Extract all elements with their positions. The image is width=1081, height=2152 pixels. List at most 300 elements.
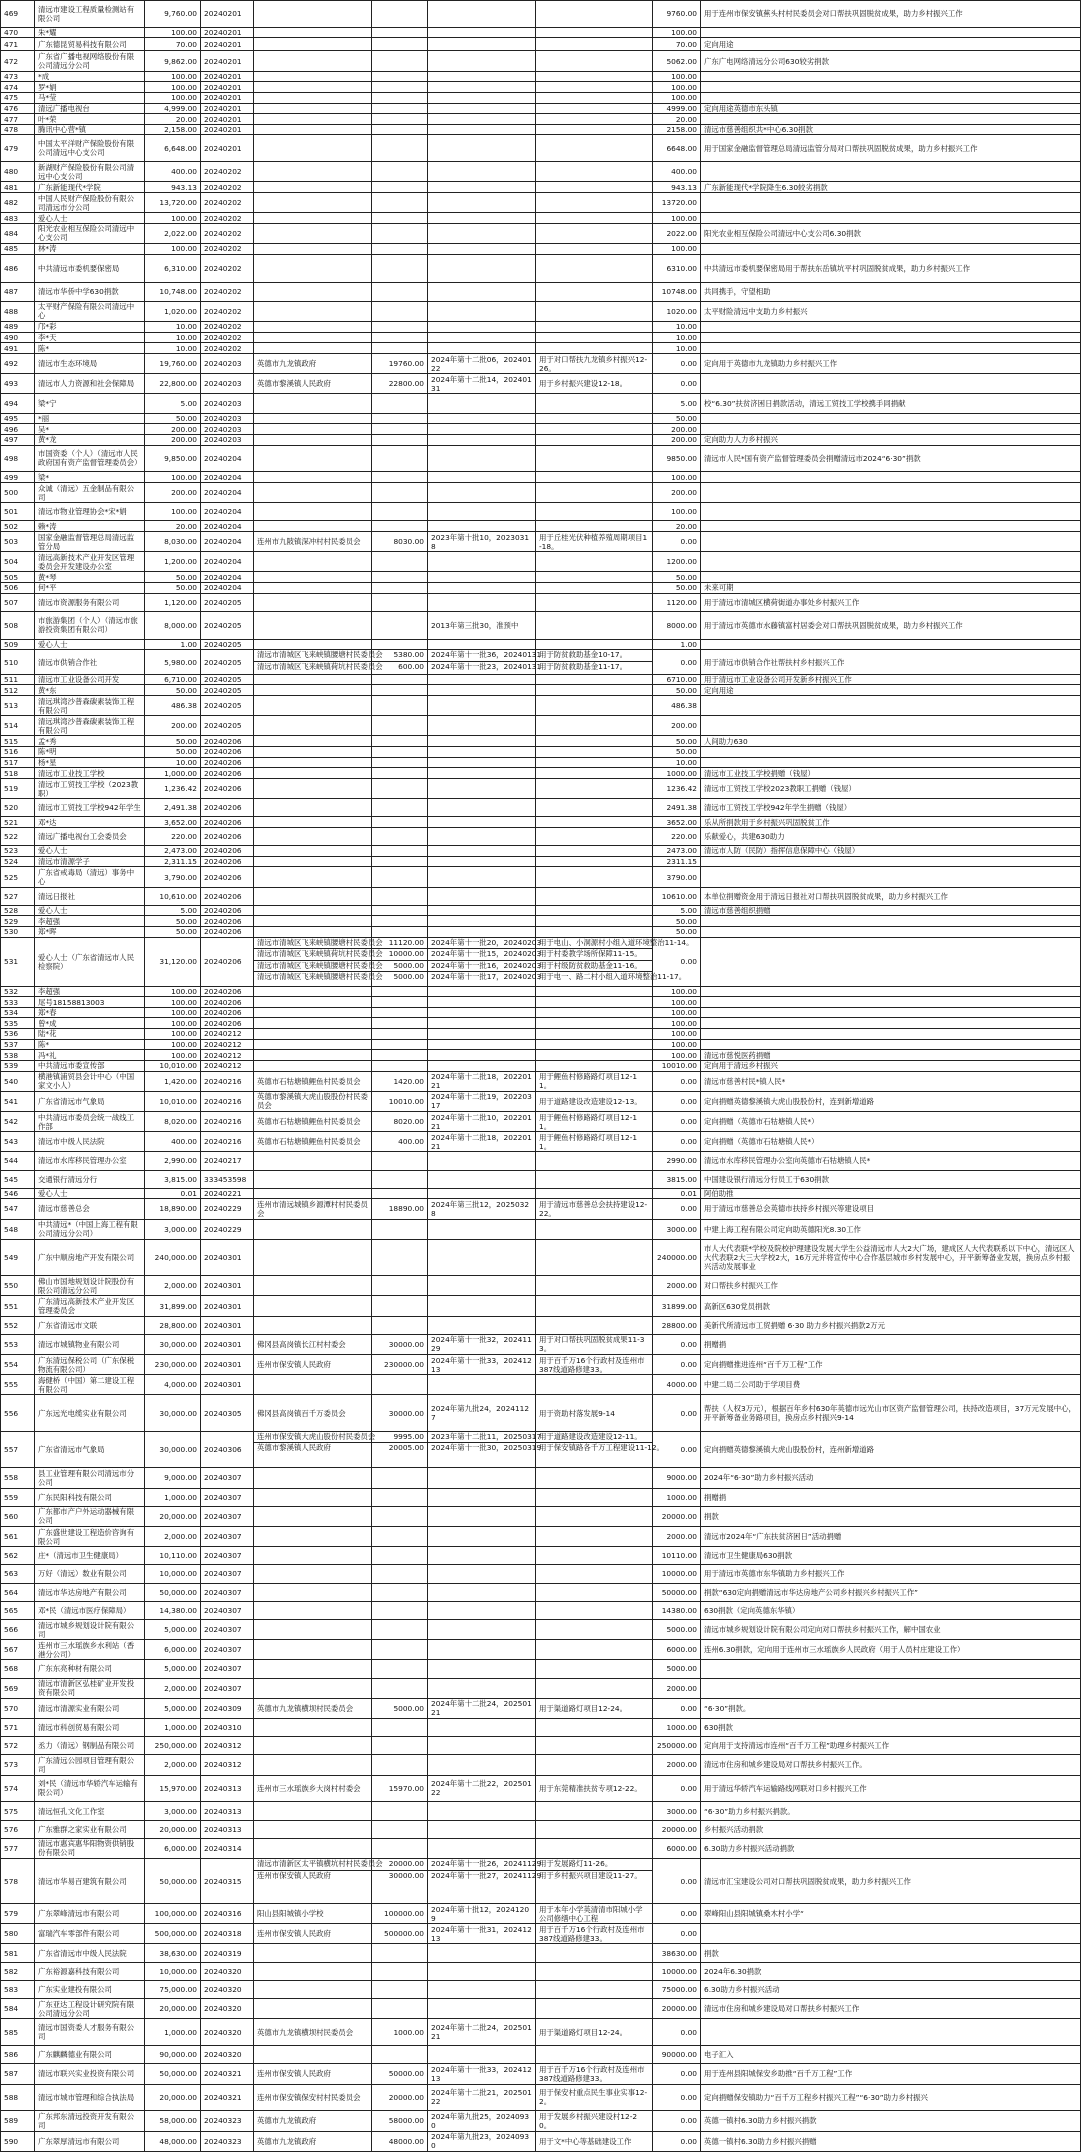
fund-usage-cell [536,1640,653,1660]
allocated-amount-cell [372,685,428,696]
balance-cell: 2022.00 [653,223,701,243]
table-row [1,254,1081,282]
donation-date-cell: 20240301 [201,1296,254,1316]
row-number-cell: 560 [1,1506,35,1526]
donation-amount-cell: 2,311.15 [145,856,201,867]
donation-amount-cell: 58,000.00 [145,2111,201,2131]
allocation-batch-cell [428,1962,536,1980]
allocated-amount-cell [372,162,428,182]
balance-cell: 5.00 [653,394,701,413]
donor-name-cell: 清远市华侨中学630捐款 [35,282,145,301]
balance-cell: 240000.00 [653,1239,701,1275]
table-row [1,997,1081,1008]
recipient-project-cell [254,332,372,343]
fund-usage-cell [536,1601,653,1619]
donation-date-cell: 20240202 [201,343,254,354]
allocated-amount-line: 20005.00 [388,1443,424,1453]
table-row [1,114,1081,125]
allocation-batch-cell [428,1640,536,1660]
row-number-cell: 566 [1,1619,35,1639]
balance-cell: 50.00 [653,916,701,927]
donation-date-cell: 20240306 [201,1431,254,1467]
donation-amount-cell: 100.00 [145,27,201,38]
fund-usage-cell [536,1468,653,1488]
donation-date-cell: 20240206 [201,905,254,916]
allocation-batch-cell: 2024年第十一批33，20241213 [428,2064,536,2084]
remark-cell [701,521,1081,532]
donation-amount-cell: 100.00 [145,986,201,997]
fund-usage-cell [536,332,653,343]
donor-name-cell: 爱心人士 [35,213,145,224]
row-number-cell: 545 [1,1170,35,1188]
donation-date-cell: 20240204 [201,531,254,551]
donation-date-cell: 20240203 [201,374,254,394]
table-row [1,736,1081,747]
recipient-project-cell [254,572,372,583]
allocated-amount-cell [372,1565,428,1583]
recipient-project-cell [254,736,372,747]
fund-usage-cell [536,244,653,255]
allocation-batch-cell [428,82,536,93]
fund-usage-cell: 用于东莞精准扶贫专项12-22。 [536,1775,653,1802]
donor-name-cell: 陈*明 [35,747,145,758]
balance-cell: 6000.00 [653,1640,701,1660]
donation-amount-cell: 9,000.00 [145,1468,201,1488]
donation-date-cell: 20240312 [201,1737,254,1755]
allocated-amount-cell [372,38,428,51]
donor-name-cell: 丞力（清远）钢制品有限公司 [35,1737,145,1755]
donation-amount-cell: 1,200.00 [145,552,201,572]
donation-date-cell: 20240323 [201,2131,254,2151]
allocation-batch-cell [428,1755,536,1775]
balance-cell: 3000.00 [653,1802,701,1820]
donation-date-cell: 20240216 [201,1091,254,1111]
row-number-cell: 506 [1,582,35,593]
donation-amount-cell: 10.00 [145,343,201,354]
recipient-project-cell: 英德市九龙镇政府 [254,2131,372,2151]
table-row [1,716,1081,736]
allocation-batch-cell [428,1152,536,1170]
donor-name-cell: 朱*耀 [35,27,145,38]
balance-cell: 2311.15 [653,856,701,867]
donation-date-cell: 20240202 [201,282,254,301]
row-number-cell: 580 [1,1924,35,1944]
table-row [1,193,1081,213]
row-number-cell: 509 [1,639,35,650]
donation-amount-cell: 50.00 [145,413,201,424]
allocation-batch-cell [428,747,536,758]
allocation-batch-cell [428,1,536,28]
fund-usage-cell [536,82,653,93]
donor-name-cell: 爱心人士 [35,846,145,857]
balance-cell: 2000.00 [653,1276,701,1296]
table-row [1,2046,1081,2064]
allocated-amount-cell [372,1737,428,1755]
allocated-amount-cell [372,1188,428,1199]
remark-cell: 乐从所捐款用于乡村振兴巩固脱贫工作 [701,817,1081,828]
remark-cell: 本单位捐赠资金用于清远日报社对口帮扶巩固脱贫成果，助力乡村振兴工作 [701,887,1081,905]
table-row [1,1219,1081,1239]
donation-date-cell: 20240307 [201,1660,254,1678]
row-number-cell: 588 [1,2084,35,2111]
balance-cell: 100.00 [653,213,701,224]
recipient-project-cell [254,282,372,301]
allocation-batch-cell [428,51,536,71]
recipient-project-cell [254,1239,372,1275]
table-row [1,27,1081,38]
table-row [1,223,1081,243]
balance-cell: 400.00 [653,162,701,182]
row-number-cell: 493 [1,374,35,394]
donor-name-cell: 广东德昆贸易科技有限公司 [35,38,145,51]
balance-cell: 2000.00 [653,1678,701,1698]
allocated-amount-cell [372,434,428,445]
row-number-cell: 587 [1,2064,35,2084]
fund-usage-cell [536,887,653,905]
donor-name-cell: 清远市供销合作社 [35,650,145,674]
table-row [1,827,1081,845]
remark-cell [701,213,1081,224]
donor-name-cell: 刘*民（清远市华轿汽车运输有限公司） [35,1775,145,1802]
fund-usage-cell [536,1,653,28]
table-row [1,213,1081,224]
fund-usage-cell [536,1838,653,1858]
donor-name-cell: 国家金融监督管理总局清远监管分局 [35,531,145,551]
donation-amount-cell: 48,000.00 [145,2131,201,2151]
row-number-cell: 570 [1,1698,35,1718]
donation-amount-cell: 10,748.00 [145,282,201,301]
fund-usage-cell [536,322,653,333]
balance-cell: 0.00 [653,1355,701,1375]
donation-amount-cell: 200.00 [145,716,201,736]
row-number-cell: 482 [1,193,35,213]
allocated-amount-cell [372,322,428,333]
donation-date-cell: 20240206 [201,778,254,798]
donation-date-cell: 20240203 [201,424,254,435]
allocation-batch-cell [428,223,536,243]
remark-cell [701,747,1081,758]
donation-date-cell: 20240307 [201,1468,254,1488]
fund-usage-cell [536,1375,653,1395]
donation-amount-cell: 20,000.00 [145,1820,201,1838]
table-row [1,986,1081,997]
fund-usage-cell: 用于保安村重点民生事业实事12-2。 [536,2084,653,2111]
donation-amount-cell: 1,000.00 [145,1488,201,1506]
recipient-project-cell [254,1219,372,1239]
row-number-cell: 555 [1,1375,35,1395]
recipient-project-cell [254,1431,376,1467]
recipient-project-cell: 连州市清远城镇乡源潭村村民委员会 [254,1199,372,1219]
allocation-batch-cell [428,846,536,857]
donation-amount-cell: 50.00 [145,572,201,583]
fund-usage-cell [536,611,653,639]
balance-cell: 0.00 [653,1431,701,1467]
remark-cell: 清远市慈善村民*镇人民* [701,1071,1081,1091]
fund-usage-cell [536,778,653,798]
table-row [1,1375,1081,1395]
fund-usage-cell [536,1239,653,1275]
donation-date-cell: 20240205 [201,593,254,611]
allocated-amount-cell [372,282,428,301]
donor-name-cell: 清远恒孔文化工作室 [35,1802,145,1820]
remark-cell: 人间助力630 [701,736,1081,747]
balance-cell: 50000.00 [653,1583,701,1601]
table-row [1,71,1081,82]
allocation-batch-cell [428,1601,536,1619]
table-row [1,856,1081,867]
fund-usage-cell [536,817,653,828]
allocation-batch-cell [428,827,536,845]
fund-usage-cell [536,827,653,845]
remark-cell: 2024年“6·30”助力乡村振兴活动 [701,1468,1081,1488]
balance-cell: 0.00 [653,1111,701,1131]
row-number-cell: 530 [1,927,35,938]
donation-date-cell: 20240201 [201,114,254,125]
allocation-batch-cell [428,182,536,193]
table-row [1,1924,1081,1944]
allocation-batch-cell [428,674,536,685]
donation-date-cell: 20240313 [201,1820,254,1838]
row-number-cell: 569 [1,1678,35,1698]
recipient-project-cell [254,434,372,445]
fund-usage-cell [536,223,653,243]
allocated-amount-line: 20000.00 [372,1859,427,1871]
table-row [1,2019,1081,2046]
remark-cell: 定向捐赠英德黎溪镇大虎山股股份村，连州新增道路 [701,1431,1081,1467]
allocation-batch-cell [428,986,536,997]
table-row [1,343,1081,354]
recipient-project-cell [254,182,372,193]
row-number-cell: 481 [1,182,35,193]
recipient-project-cell [254,1619,372,1639]
remark-cell: 电子汇入 [701,2046,1081,2064]
recipient-project-cell: 佛冈县高岗镇百千万委员会 [254,1395,372,1431]
donor-name-cell: 清远市工业设备公司开发 [35,674,145,685]
donation-date-cell: 20240301 [201,1276,254,1296]
allocation-batch-cell [428,1619,536,1639]
fund-usage-cell [536,182,653,193]
remark-cell: 阿伯助推 [701,1188,1081,1199]
donation-date-cell: 20240202 [201,182,254,193]
donation-date-cell: 20240216 [201,1132,254,1152]
table-row [1,162,1081,182]
allocation-batch-cell [428,71,536,82]
donation-date-cell: 20240202 [201,193,254,213]
remark-cell: 清远市2024年“广东扶贫济困日”活动捐赠 [701,1526,1081,1546]
table-row [1,1999,1081,2019]
donation-amount-cell: 10,610.00 [145,887,201,905]
table-row [1,1718,1081,1736]
donation-amount-cell: 5,980.00 [145,650,201,674]
donor-name-cell: 万好（清远）数业有限公司 [35,1565,145,1583]
row-number-cell: 525 [1,867,35,887]
row-number-cell: 579 [1,1904,35,1924]
donation-amount-cell: 70.00 [145,38,201,51]
recipient-project-cell [254,799,372,817]
balance-cell: 0.00 [653,1904,701,1924]
fund-usage-cell [536,1488,653,1506]
row-number-cell: 503 [1,531,35,551]
donation-date-cell: 20240301 [201,1355,254,1375]
balance-cell: 50.00 [653,927,701,938]
fund-usage-cell: 用于鲤鱼村修路路灯项目12-11。 [536,1111,653,1131]
recipient-project-cell [254,1980,372,1998]
donation-date-cell: 20240205 [201,696,254,716]
balance-cell: 10.00 [653,343,701,354]
donation-amount-cell: 14,380.00 [145,1601,201,1619]
allocated-amount-cell [372,1039,428,1050]
donor-name-cell: 富瑞汽车零部件有限公司 [35,1924,145,1944]
allocated-amount-cell [372,193,428,213]
remark-cell: 清远市工业技工学校捐赠（钱屋） [701,768,1081,779]
allocation-batch-line: 2023年第十二批11，20250317 [428,1432,535,1444]
donor-name-cell: 广东亚达工程设计研究院有限公司清远分公司 [35,1999,145,2019]
table-row [1,1755,1081,1775]
fund-usage-cell [536,521,653,532]
table-row [1,1039,1081,1050]
donation-date-cell: 20240202 [201,254,254,282]
allocation-batch-cell: 2024年第十二批24，20250121 [428,1698,536,1718]
recipient-project-cell [254,611,372,639]
remark-cell: 定向捐赠（英德市石牯塘镇人民*） [701,1132,1081,1152]
table-row [1,1820,1081,1838]
donation-amount-cell: 6,000.00 [145,1640,201,1660]
donation-amount-cell: 10,110.00 [145,1547,201,1565]
table-row [1,1980,1081,1998]
allocated-amount-line: 5000.00 [372,961,427,973]
fund-usage-cell [536,71,653,82]
donor-name-cell: 广东省清远市气象局 [35,1091,145,1111]
fund-usage-cell [536,472,653,483]
allocation-batch-cell: 2023年第十批10，20230318 [428,531,536,551]
allocation-batch-cell [428,482,536,502]
balance-cell: 0.00 [653,1775,701,1802]
donor-name-cell: 广东民阳科技有限公司 [35,1488,145,1506]
donation-date-cell: 20240206 [201,768,254,779]
allocation-batch-cell [428,301,536,321]
allocated-amount-cell [372,552,428,572]
balance-cell: 2000.00 [653,1755,701,1775]
row-number-cell: 561 [1,1526,35,1546]
donation-amount-cell: 50,000.00 [145,1583,201,1601]
allocated-amount-cell [372,332,428,343]
balance-cell: 1020.00 [653,301,701,321]
allocation-batch-cell [428,650,542,674]
fund-usage-cell [536,1526,653,1546]
donation-date-cell: 20240206 [201,916,254,927]
fund-usage-line: 用于发展路灯11-26。 [536,1859,652,1871]
allocated-amount-cell [372,1999,428,2019]
fund-usage-line: 用于道路建设改造建设12-11。 [536,1432,652,1444]
remark-cell: 清远市工贸技工学校2023教职工捐赠（钱屋） [701,778,1081,798]
fund-usage-cell [536,1962,653,1980]
remark-cell: 2024年6.30捐款 [701,1962,1081,1980]
fund-usage-cell [536,927,653,938]
donation-date-cell: 20240203 [201,394,254,413]
balance-cell: 0.00 [653,1132,701,1152]
row-number-cell: 475 [1,92,35,103]
recipient-project-cell [254,114,372,125]
remark-cell: 用于清远市慈善总会英德市扶持乡村振兴等建设项目 [701,1199,1081,1219]
balance-cell: 100.00 [653,997,701,1008]
allocated-amount-line: 10000.00 [372,949,427,961]
donation-amount-cell: 50,000.00 [145,1859,201,1904]
donation-amount-cell: 30,000.00 [145,1334,201,1354]
donor-name-cell: 清远市工贸技工学校942年学生 [35,799,145,817]
donor-name-cell: 清远市国资委人才服务有限公司 [35,2019,145,2046]
remark-cell [701,27,1081,38]
donation-date-cell: 20240202 [201,301,254,321]
table-row [1,1395,1081,1431]
donor-name-cell: 梁*宁 [35,394,145,413]
table-row [1,51,1081,71]
balance-cell: 100.00 [653,1007,701,1018]
recipient-project-cell [254,1526,372,1546]
allocation-batch-cell [428,1431,542,1467]
allocation-batch-cell [428,1488,536,1506]
allocation-batch-cell [428,1219,536,1239]
remark-cell: 用于清远市工业设备公司开发新乡村振兴工作 [701,674,1081,685]
allocation-batch-cell: 2024年第十二批21，20250122 [428,2084,536,2111]
allocation-batch-cell [428,445,536,472]
allocation-batch-cell [428,162,536,182]
remark-cell [701,244,1081,255]
balance-cell: 3790.00 [653,867,701,887]
donation-date-cell: 20240307 [201,1506,254,1526]
donor-name-cell: *成 [35,71,145,82]
donor-name-cell: 广东翠厚清远市有限公司 [35,2131,145,2151]
allocation-batch-cell [428,1999,536,2019]
donor-name-cell: 吴* [35,424,145,435]
donation-amount-cell: 6,648.00 [145,135,201,162]
row-number-cell: 514 [1,716,35,736]
fund-usage-cell [536,674,653,685]
donation-amount-cell: 100.00 [145,1029,201,1040]
remark-cell: 太平财险清远中支助力乡村振兴 [701,301,1081,321]
fund-usage-cell [536,1219,653,1239]
donor-name-cell: 清远市清源实业有限公司 [35,1698,145,1718]
remark-cell [701,162,1081,182]
row-number-cell: 557 [1,1431,35,1467]
donation-amount-cell: 10,000.00 [145,1565,201,1583]
donation-date-cell: 20240307 [201,1640,254,1660]
donation-date-cell: 20240201 [201,135,254,162]
donor-name-cell: 广东裕源嘉科技有限公司 [35,1962,145,1980]
recipient-project-cell [254,937,383,986]
donor-name-cell: 林*涛 [35,244,145,255]
row-number-cell: 547 [1,1199,35,1219]
fund-usage-cell: 用于资助村落发展9-14 [536,1395,653,1431]
remark-cell [701,572,1081,583]
recipient-project-cell [254,343,372,354]
row-number-cell: 577 [1,1838,35,1858]
allocated-amount-cell: 5000.00 [372,1698,428,1718]
allocated-amount-cell [372,1640,428,1660]
allocation-batch-cell: 2024年第十二批22，20250122 [428,1775,536,1802]
donation-date-cell: 20240201 [201,71,254,82]
row-number-cell: 501 [1,503,35,521]
donation-amount-cell: 8,020.00 [145,1111,201,1131]
recipient-project-cell: 英德市石牯塘镇鲤鱼村民委员会 [254,1111,372,1131]
donation-date-cell: 20240201 [201,82,254,93]
donation-amount-cell: 2,000.00 [145,1755,201,1775]
recipient-project-cell [254,193,372,213]
fund-usage-cell [536,2046,653,2064]
row-number-cell: 474 [1,82,35,93]
allocated-amount-cell [372,778,428,798]
remark-cell: 清远市水库移民管理办公室向英德市石牯塘镇人民* [701,1152,1081,1170]
row-number-cell: 492 [1,353,35,373]
